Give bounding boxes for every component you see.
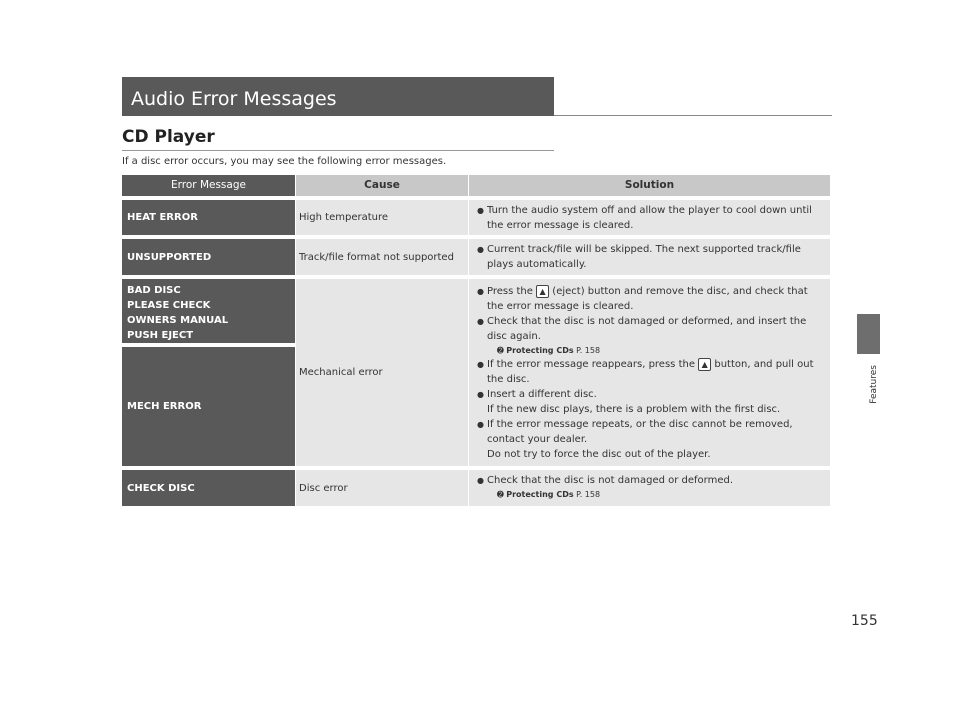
subsection-rule [122, 150, 554, 151]
intro-text: If a disc error occurs, you may see the following error messages. [122, 156, 447, 167]
section-title: Audio Error Messages [131, 88, 337, 110]
section-rule [554, 115, 832, 116]
solution-check-disc [469, 470, 830, 506]
solution-text: ● If the error message repeats, or the disc cannot be removed, contact your dealer. [487, 419, 793, 445]
error-check-disc: CHECK DISC [122, 470, 295, 506]
solution-item: ● Turn the audio system off and allow the player to cool down until the error message is cleared. [477, 203, 824, 233]
reference-arrow-icon: ➋ [497, 346, 504, 355]
solution-item [477, 284, 824, 314]
solution-text: button, and pull out the disc. [487, 359, 814, 385]
solution-item [477, 357, 824, 387]
header-solution: Solution [469, 175, 830, 196]
cause-mechanical: Mechanical error [296, 279, 468, 466]
reference-page: P. 158 [576, 490, 601, 499]
cross-reference [477, 344, 824, 357]
error-line: PUSH EJECT [127, 330, 194, 341]
solution-item: ● Check that the disc is not damaged or deformed. [477, 473, 824, 488]
chapter-label: Features [869, 365, 879, 404]
error-line: BAD DISC [127, 285, 181, 296]
solution-text: Press the [487, 286, 533, 297]
error-bad-disc [122, 279, 295, 343]
cause-check-disc: Disc error [296, 470, 468, 506]
solution-unsupported [469, 239, 830, 275]
header-error-message: Error Message [122, 175, 295, 196]
solution-item: ● Current track/file will be skipped. The next supported track/file plays automatically. [477, 242, 824, 272]
chapter-tab [857, 314, 880, 354]
solution-item [477, 417, 824, 462]
solution-mechanical [469, 279, 830, 466]
solution-item: ● Check that the disc is not damaged or deformed, and insert the disc again. [477, 314, 824, 344]
subsection-title: CD Player [122, 127, 215, 147]
error-line: OWNERS MANUAL [127, 315, 229, 326]
solution-text: If the new disc plays, there is a problem with the first disc. [487, 404, 781, 415]
header-cause: Cause [296, 175, 468, 196]
solution-text: Do not try to force the disc out of the player. [487, 449, 711, 460]
cause-heat: High temperature [296, 200, 468, 235]
solution-text: ● Insert a different disc. [487, 389, 597, 400]
error-unsupported: UNSUPPORTED [122, 239, 295, 275]
solution-text: If the error message reappears, press the [487, 359, 695, 370]
reference-title[interactable]: Protecting CDs [506, 346, 574, 355]
cause-unsupported: Track/file format not supported [296, 239, 468, 275]
cross-reference [477, 488, 824, 501]
error-mech: MECH ERROR [122, 347, 295, 466]
reference-page: P. 158 [576, 346, 601, 355]
reference-title[interactable]: Protecting CDs [506, 490, 574, 499]
page-number: 155 [851, 613, 878, 629]
solution-item [477, 387, 824, 417]
reference-arrow-icon: ➋ [497, 490, 504, 499]
solution-text: (eject) button and remove the disc, and check that the error message is cleared. [487, 286, 808, 312]
eject-icon: ▲ [536, 285, 549, 298]
eject-icon: ▲ [698, 358, 711, 371]
error-line: PLEASE CHECK [127, 300, 211, 311]
error-heat: HEAT ERROR [122, 200, 295, 235]
solution-heat [469, 200, 830, 235]
